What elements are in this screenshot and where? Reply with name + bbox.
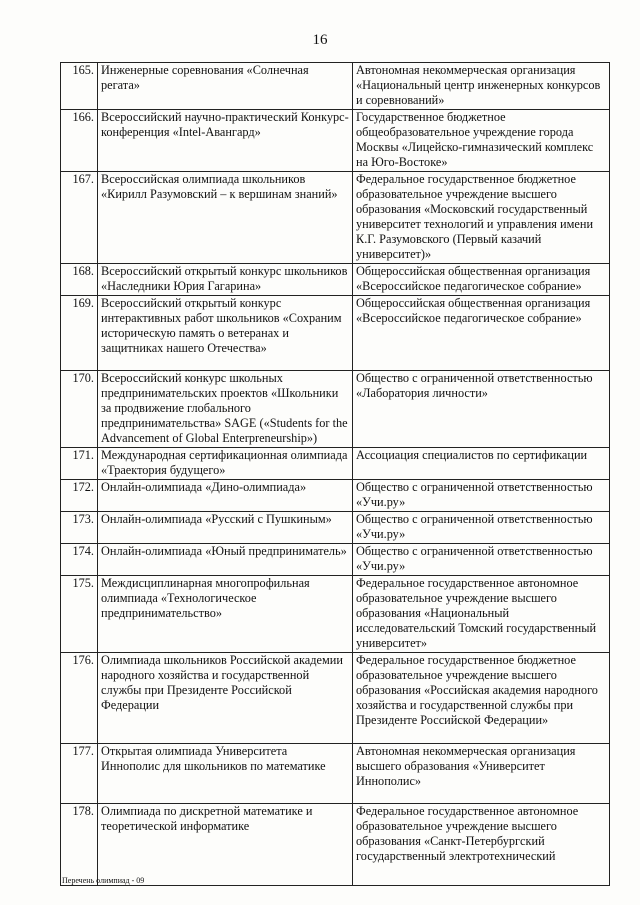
row-number: 176. (61, 653, 98, 744)
olympiad-name: Всероссийский открытый конкурс интерактивных работ школьников «Сохраним историческую память о ветеранах и защитниках нашего Отечества» (98, 296, 353, 371)
olympiad-name: Всероссийский конкурс школьных предпринимательских проектов «Школьники за продвижение глобального предпринимательства» SAGE («Students for the Advancement of Global Enterpreneurship») (98, 371, 353, 448)
table-row (61, 544, 610, 576)
row-number: 174. (61, 544, 98, 576)
table-row (61, 512, 610, 544)
row-number: 177. (61, 744, 98, 804)
organizer-name: Автономная некоммерческая организация высшего образования «Университет Иннополис» (353, 744, 610, 804)
organizer-name: Ассоциация специалистов по сертификации (353, 448, 610, 480)
row-number: 167. (61, 172, 98, 264)
organizer-name: Федеральное государственное бюджетное образовательное учреждение высшего образования «Российская академия народного хозяйства и государственной службы при Президенте Российской Федерации» (353, 653, 610, 744)
olympiad-name: Онлайн-олимпиада «Юный предприниматель» (98, 544, 353, 576)
row-number: 168. (61, 264, 98, 296)
row-number: 173. (61, 512, 98, 544)
table-row (61, 804, 610, 886)
table-row (61, 172, 610, 264)
row-number: 165. (61, 63, 98, 110)
olympiad-name: Всероссийская олимпиада школьников «Кирилл Разумовский – к вершинам знаний» (98, 172, 353, 264)
organizer-name: Общество с ограниченной ответственностью «Лаборатория личности» (353, 371, 610, 448)
organizer-name: Федеральное государственное автономное образовательное учреждение высшего образования «Санкт-Петербургский государственный электротехнический (353, 804, 610, 886)
table-row (61, 448, 610, 480)
organizer-name: Общероссийская общественная организация «Всероссийское педагогическое собрание» (353, 296, 610, 371)
row-number: 166. (61, 110, 98, 172)
table-row (61, 296, 610, 371)
row-number: 171. (61, 448, 98, 480)
table-row (61, 744, 610, 804)
olympiad-name: Инженерные соревнования «Солнечная регата» (98, 63, 353, 110)
olympiad-name: Онлайн-олимпиада «Дино-олимпиада» (98, 480, 353, 512)
olympiad-name: Международная сертификационная олимпиада «Траектория будущего» (98, 448, 353, 480)
organizer-name: Федеральное государственное автономное образовательное учреждение высшего образования «Национальный исследовательский Томский государственный университет» (353, 576, 610, 653)
row-number: 175. (61, 576, 98, 653)
row-number: 172. (61, 480, 98, 512)
olympiad-name: Онлайн-олимпиада «Русский с Пушкиным» (98, 512, 353, 544)
organizer-name: Общество с ограниченной ответственностью «Учи.ру» (353, 480, 610, 512)
olympiad-table (60, 62, 610, 886)
table-row (61, 653, 610, 744)
organizer-name: Общество с ограниченной ответственностью «Учи.ру» (353, 544, 610, 576)
table-row (61, 63, 610, 110)
table-row (61, 480, 610, 512)
table-row (61, 110, 610, 172)
olympiad-name: Междисциплинарная многопрофильная олимпиада «Технологическое предпринимательство» (98, 576, 353, 653)
organizer-name: Федеральное государственное бюджетное образовательное учреждение высшего образования «Московский государственный университет технологий и управления имени К.Г. Разумовского (Первый казачий университет)» (353, 172, 610, 264)
table-row (61, 576, 610, 653)
organizer-name: Автономная некоммерческая организация «Национальный центр инженерных конкурсов и соревнований» (353, 63, 610, 110)
table-row (61, 371, 610, 448)
row-number: 169. (61, 296, 98, 371)
organizer-name: Государственное бюджетное общеобразовательное учреждение города Москвы «Лицейско-гимназический комплекс на Юго-Востоке» (353, 110, 610, 172)
olympiad-name: Всероссийский открытый конкурс школьников «Наследники Юрия Гагарина» (98, 264, 353, 296)
organizer-name: Общество с ограниченной ответственностью «Учи.ру» (353, 512, 610, 544)
row-number: 178. (61, 804, 98, 886)
organizer-name: Общероссийская общественная организация «Всероссийское педагогическое собрание» (353, 264, 610, 296)
table-row (61, 264, 610, 296)
olympiad-name: Олимпиада школьников Российской академии народного хозяйства и государственной службы при Президенте Российской Федерации (98, 653, 353, 744)
row-number: 170. (61, 371, 98, 448)
olympiad-name: Олимпиада по дискретной математике и теоретической информатике (98, 804, 353, 886)
footer-note: Перечень олимпиад - 09 (62, 876, 145, 885)
page-number: 16 (312, 32, 328, 48)
olympiad-name: Всероссийский научно-практический Конкурс-конференция «Intel-Авангард» (98, 110, 353, 172)
olympiad-name: Открытая олимпиада Университета Иннополис для школьников по математике (98, 744, 353, 804)
